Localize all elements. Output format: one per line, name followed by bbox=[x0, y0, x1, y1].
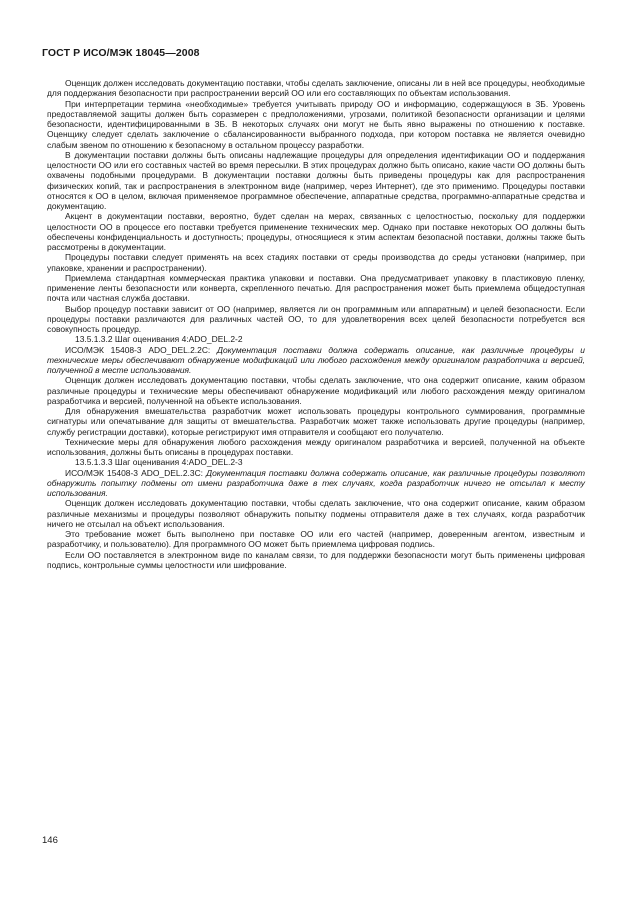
paragraph: Если ОО поставляется в электронном виде по каналам связи, то для поддержки безопасности могут быть применены цифровая подпись, контрольные суммы целостности или шифрование. bbox=[47, 549, 585, 570]
paragraph: Оценщик должен исследовать документацию поставки, чтобы сделать заключение, описаны ли в ней все процедуры, необходимые для поддержания безопасности при распространении версий ОО или его составляющих по объектам использования. bbox=[47, 78, 585, 99]
paragraph: Технические меры для обнаружения любого расхождения между оригиналом разработчика и версией, полученной на объекте использования, должны быть описаны в процедурах поставки. bbox=[47, 436, 585, 457]
step-label-2: 13.5.1.3.2 Шаг оценивания 4:ADO_DEL.2-2 bbox=[75, 334, 243, 345]
document-body bbox=[47, 78, 585, 570]
requirement-2 bbox=[47, 345, 585, 376]
page-number: 146 bbox=[42, 835, 58, 846]
paragraph: Процедуры поставки следует применять на всех стадиях поставки от среды производства до среды установки (например, при упаковке, хранении и распространении). bbox=[47, 252, 585, 273]
paragraph: Акцент в документации поставки, вероятно, будет сделан на мерах, связанных с целостностью, поскольку для поддержки целостности ОО в процессе его поставки требуется применение технических мер. Однако при поставке некоторых ОО должны быть обеспечены конфиденциальность и доступность; процедуры, относящиеся к этим аспектам безопасной поставки, должны также быть рассмотрены в документации. bbox=[47, 211, 585, 252]
paragraph: Выбор процедур поставки зависит от ОО (например, является ли он программным или аппаратным) и целей безопасности. Если процедуры поставки различаются для различных частей ОО, то для удовлетворения всех целей безопасности потребуется вся совокупность процедур. bbox=[47, 303, 585, 334]
requirement-text: Документация поставки должна содержать описание, как различные процедуры позволяют обнаружить попытку подмены от имени разработчика даже в тех случаях, когда разработчик ничего не отсылал к месту использования. bbox=[47, 467, 585, 498]
requirement-3 bbox=[47, 468, 585, 499]
requirement-text: Документация поставки должна содержать описание, как различные процедуры и технические меры обеспечивают обнаружение модификаций или любого расхождения между оригиналом разработчика и версией, полученной в месте использования. bbox=[47, 344, 585, 375]
paragraph: Приемлема стандартная коммерческая практика упаковки и поставки. Она предусматривает упаковку в пластиковую пленку, применение ленты безопасности или конверта, скрепленного печатью. Для распространения может быть приемлема общедоступная почта или частная служба доставки. bbox=[47, 272, 585, 304]
paragraph: Это требование может быть выполнено при поставке ОО или его частей (например, доверенным агентом, известным и разработчику, и пользователю). Для программного ОО может быть приемлема цифровая подпись. bbox=[47, 529, 585, 550]
paragraph: Оценщик должен исследовать документацию поставки, чтобы сделать заключение, что она содержит описание, каким образом различные процедуры и технические меры обеспечивают обнаружение модификаций или любого расхождения между оригиналом разработчика и версией, полученной на объекте использования. bbox=[47, 375, 585, 406]
requirement-ref: ИСО/МЭК 15408-3 ADO_DEL.2.3C: bbox=[65, 467, 207, 478]
step-label-3: 13.5.1.3.3 Шаг оценивания 4:ADO_DEL.2-3 bbox=[75, 457, 243, 468]
paragraph: При интерпретации термина «необходимые» требуется учитывать природу ОО и информацию, содержащуюся в ЗБ. Уровень предоставляемой защиты должен быть соразмерен с предположениями, угрозами, политикой безопасности организации и целями безопасности, идентифицированными в ЗБ. В некоторых случаях они могут не быть явно выражены по отношению к поставке. Оценщику следует сделать заключение о сбалансированности выбранного подхода, при котором поставка не является очевидно слабым звеном по отношению к безопасному в остальном процессу разработки. bbox=[47, 98, 585, 150]
paragraph: Для обнаружения вмешательства разработчик может использовать процедуры контрольного суммирования, программные сигнатуры или опечатывание для защиты от вмешательства. Разработчик может также использовать другие процедуры (например, службу регистрации доставки), которые регистрируют имя отправителя и сообщают его получателю. bbox=[47, 406, 585, 437]
paragraph: В документации поставки должны быть описаны надлежащие процедуры для определения идентификации ОО и поддержания целостности ОО или его составных частей во время пересылки. В этих процедурах должно быть описано, какие части ОО должны быть охвачены подобными процедурами. В документации поставки должны быть приведены процедуры как для распространения физических копий, так и распространения в электронном виде (например, через Интернет), где это применимо. Процедуры поставки относятся к ОО в целом, включая применяемое программное обеспечение, аппаратные средства, программно-аппаратные средства и документацию. bbox=[47, 149, 585, 211]
paragraph: Оценщик должен исследовать документацию поставки, чтобы сделать заключение, что она содержит описание, каким образом различные механизмы и процедуры позволяют обнаружить попытку подмены отправителя даже в тех случаях, когда разработчик ничего не отсылал на объект использования. bbox=[47, 498, 585, 529]
page-header: ГОСТ Р ИСО/МЭК 18045—2008 bbox=[42, 47, 200, 59]
requirement-ref: ИСО/МЭК 15408-3 ADO_DEL.2.2C: bbox=[65, 344, 218, 355]
